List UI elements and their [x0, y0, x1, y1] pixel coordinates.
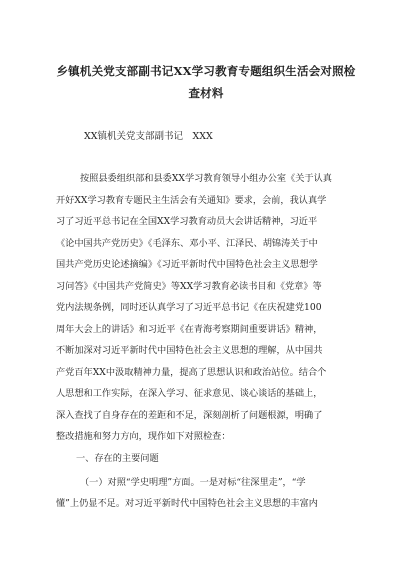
paragraph-subsection-1	[56, 472, 356, 515]
text-line: 产党百年XX中汲取精神力量，提高了思想认识和政治站位。结合个	[56, 366, 327, 378]
section-heading: 一、存在的主要问题	[76, 452, 159, 464]
text-line: 周年大会上的讲话》和习近平《在青海考察期间重要讲话》精神，	[56, 323, 323, 335]
text-line: 国共产党历史论述摘编》《习近平新时代中国特色社会主义思想学	[56, 259, 318, 270]
text-line: 人思想和工作实际，在深入学习、征求意见、谈心谈话的基础上，	[56, 388, 323, 399]
paragraph-intro	[56, 168, 356, 448]
text-line: 按照县委组织部和县委XX学习教育领导小组办公室《关于认真	[80, 173, 332, 184]
author-line: XX镇机关党支部副书记 XXX	[84, 131, 213, 142]
text-line: 不断加深对习近平新时代中国特色社会主义思想的理解，从中国共	[56, 345, 323, 356]
document-title	[56, 60, 356, 104]
text-line: 深入查找了自身存在的差距和不足，深刻剖析了问题根源，明确了	[56, 409, 323, 421]
text-line: 开好XX学习教育专题民主生活会有关通知》要求，会前，我认真学	[56, 194, 327, 206]
title-line-1: 乡镇机关党支部副书记XX学习教育专题组织生活会对照检	[56, 64, 356, 78]
text-line: 习问答》《中国共产党简史》等XX学习教育必读书目和《党章》等	[56, 280, 322, 292]
text-line: （一）对照“学史明理”方面。一是对标“往深里走”，“学	[80, 476, 306, 488]
text-line: 整改措施和努力方向，现作如下对照检查：	[56, 431, 231, 442]
title-line-2: 查材料	[188, 86, 224, 100]
text-line: 《论中国共产党历史》《毛泽东、邓小平、江泽民、胡锦涛关于中	[56, 237, 318, 249]
text-line: 习了习近平总书记在全国XX学习教育动员大会讲话精神，习近平	[56, 216, 318, 227]
text-line: 懂”上仍显不足。对习近平新时代中国特色社会主义思想的丰富内	[56, 498, 318, 509]
document-body	[56, 168, 356, 515]
text-line: 党内法规条例，同时还认真学习了习近平总书记《在庆祝建党100	[56, 302, 322, 313]
